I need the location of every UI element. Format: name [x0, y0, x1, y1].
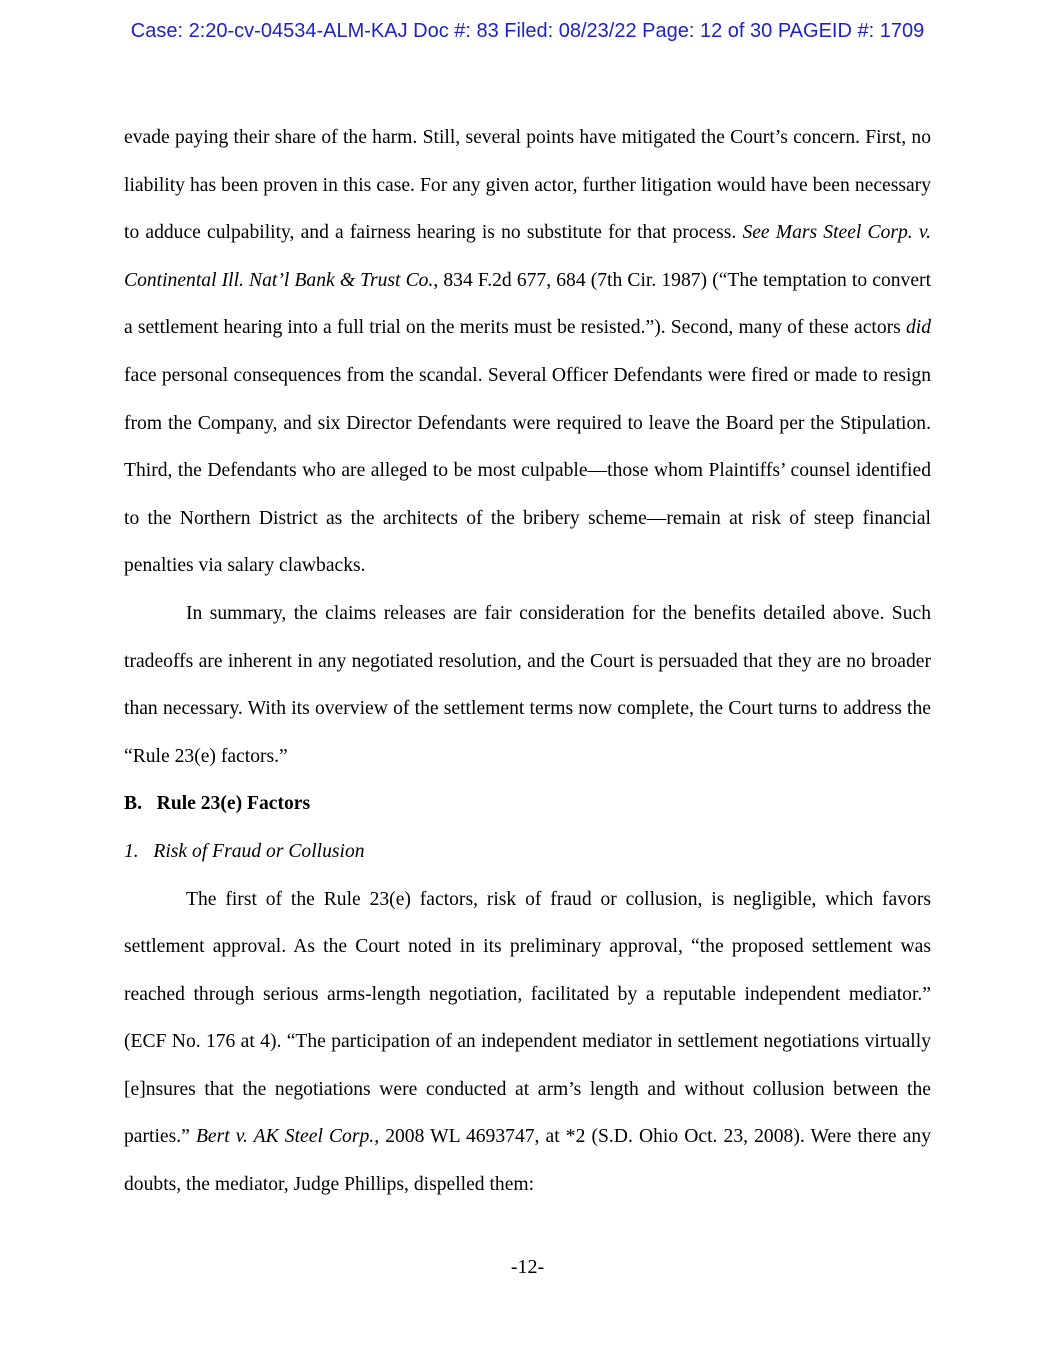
case-citation: See Mars Steel Corp. v. Continental Ill. Nat’l Bank & Trust Co. [124, 222, 931, 291]
document-body [124, 114, 931, 1209]
paragraph-text: , 2008 WL 4693747, at *2 (S.D. Ohio Oct. 23, 2008). Were there any doubts, the mediator, Judge Phillips, dispelled them: [124, 1126, 931, 1196]
paragraph-text: evade paying their share of the harm. Still, several points have mitigated the Court’s concern. First, no liability has been proven in this case. For any given actor, further litigation would have been necessary to adduce culpability, and a fairness hearing is no substitute for that process. [124, 127, 931, 244]
paragraph-text: The first of the Rule 23(e) factors, risk of fraud or collusion, is negligible, which favors settlement approval. As the Court noted in its preliminary approval, “the proposed settlement was reached through serious arms-length negotiation, facilitated by a reputable independent mediator.” (ECF No. 176 at 4). “The participation of an independent mediator in settlement negotiations virtually [e]nsures that the negotiations were conducted at arm’s length and without collusion between the parties.” [124, 888, 931, 1148]
paragraph-summary: In summary, the claims releases are fair consideration for the benefits detailed above. Such tradeoffs are inherent in any negotiated resolution, and the Court is persuaded that they are no broader than necessary. With its overview of the settlement terms now complete, the Court turns to address the “Rule 23(e) factors.” [124, 602, 931, 767]
case-header: Case: 2:20-cv-04534-ALM-KAJ Doc #: 83 Filed: 08/23/22 Page: 12 of 30 PAGEID #: 1709 [130, 20, 925, 42]
paragraph-fraud-collusion [124, 876, 931, 1209]
page-number: -12- [510, 1256, 545, 1278]
paragraph-text: , 834 F.2d 677, 684 (7th Cir. 1987) (“The temptation to convert a settlement hearing into a full trial on the merits must be resisted.”). Second, many of these actors [124, 269, 932, 339]
case-citation: Bert v. AK Steel Corp. [195, 1126, 375, 1148]
paragraph-mitigation [124, 114, 931, 590]
subsection-heading: 1. Risk of Fraud or Collusion [124, 840, 365, 862]
section-heading: B. Rule 23(e) Factors [124, 793, 311, 815]
paragraph-text: face personal consequences from the scandal. Several Officer Defendants were fired or made to resign from the Company, and six Director Defendants were required to leave the Board per the Stipulation. Third, the Defendants who are alleged to be most culpable—those whom Plaintiffs’ counsel identified to the Northern District as the architects of the bribery scheme—remain at risk of steep financial penalties via salary clawbacks. [124, 364, 931, 577]
emphasis-word: did [905, 317, 931, 339]
